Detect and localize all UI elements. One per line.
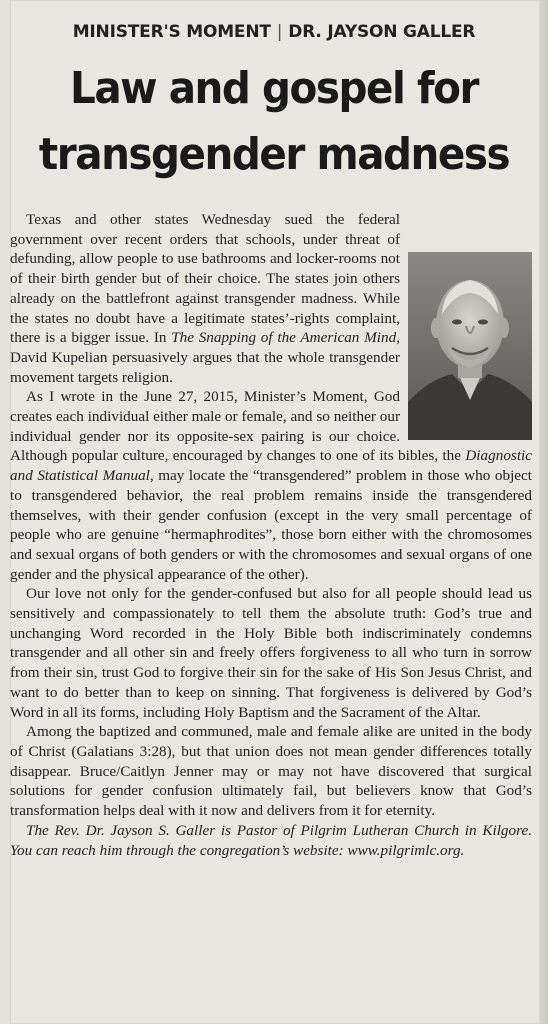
book-title-2: Diagnostic and Statistical Manual, xyxy=(10,447,532,485)
paragraph-2-end: may locate the “transgendered” problem in those who object to transgendered behavior, the real problem remains inside the transgendered themselves, with their gender confusion (except in the very small percentage of people who are genuine “hermaphrodites”, those born either with the chromosomes and sexual organs of both genders or with the chromosomes and sexual organs of one gender and the physical appearance of the other). xyxy=(10,467,533,583)
paragraph-1-text: Texas and other states Wednesday sued the federal government over recent orders that schools, under threat of defunding, allow people to use bathrooms and locker-rooms not of their birth gender but of their choice. The states join others already on the battlefront against transgender madness. While the states no doubt have a legitimate states’-rights complaint, there is a bigger issue. In xyxy=(10,211,400,347)
author-portrait-icon xyxy=(408,252,532,440)
author-photo xyxy=(408,252,532,440)
section-name: MINISTER'S MOMENT xyxy=(72,22,271,42)
article-body xyxy=(10,210,532,860)
page-edge xyxy=(540,0,548,1024)
header-divider: | xyxy=(276,22,283,42)
author-name: DR. JAYSON GALLER xyxy=(288,22,476,42)
paragraph-3: Our love not only for the gender-confused but also for all people should lead us sensitively and compassionately to tell them the absolute truth: God’s true and unchanging Word recorded in the Holy Bible both indiscriminately condemns transgender and all other sin and freely offers forgiveness to all who turn in sorrow from their sin, trust God to forgive their sin for the sake of His Son Jesus Christ, and want to do better than to keep on sinning. That forgiveness is delivered by God’s Word in all its forms, including Holy Baptism and the Sacrament of the Altar. xyxy=(10,585,532,721)
headline-line-2: transgender madness xyxy=(38,129,510,180)
headline xyxy=(22,56,526,188)
paragraph-1-end: David Kupelian persuasively argues that the whole transgender movement targets religion. xyxy=(10,348,400,386)
book-title-1: The Snapping of the American Mind, xyxy=(171,329,400,347)
headline-line-1: Law and gospel for xyxy=(70,63,478,114)
column-header xyxy=(0,22,548,42)
author-byline: The Rev. Dr. Jayson S. Galler is Pastor of Pilgrim Lutheran Church in Kilgore. You can reach him through the congregation’s website: www.pilgrimlc.org. xyxy=(10,821,532,859)
paragraph-4: Among the baptized and communed, male and female alike are united in the body of Christ (Galatians 3:28), but that union does not mean gender differences totally disappear. Bruce/Caitlyn Jenner may or may not have discovered that surgical solutions for gender confusion ultimately fail, but believers know that God’s transformation helps deal with it now and delivers from it for eternity. xyxy=(10,723,532,820)
paragraph-2-text: As I wrote in the June 27, 2015, Minister’s Moment, God creates each individual either male or female, and so neither our individual gender nor its opposite-sex pairing is our choice. Although popular culture, encouraged by changes to one of its bibles, the xyxy=(10,388,466,465)
